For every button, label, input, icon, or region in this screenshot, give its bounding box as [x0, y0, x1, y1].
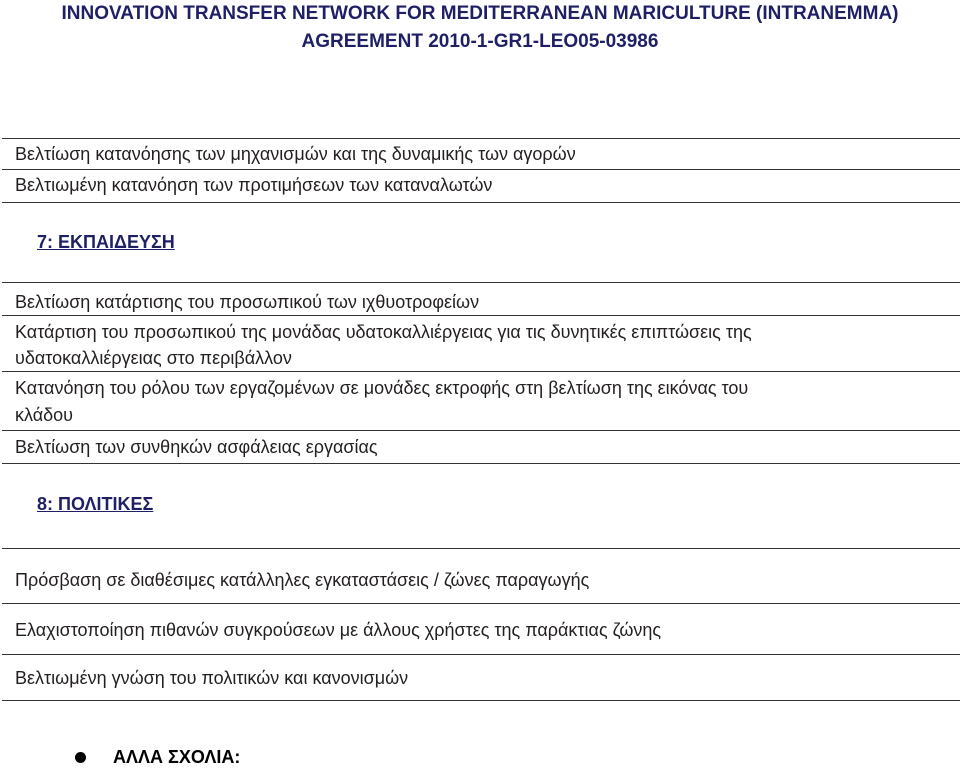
table-divider: [2, 169, 960, 170]
table-divider: [2, 654, 960, 655]
table-divider: [2, 603, 960, 604]
table-border-bottom: [2, 202, 960, 203]
header-agreement: AGREEMENT 2010-1-GR1-LEO05-03986: [301, 31, 659, 52]
table-divider: [2, 315, 960, 316]
list-item-continuation: κλάδου: [15, 405, 74, 425]
table-border-bottom: [2, 463, 960, 464]
list-item: Πρόσβαση σε διαθέσιμες κατάλληλες εγκαταστάσεις / ζώνες παραγωγής: [15, 570, 590, 590]
header-title: INNOVATION TRANSFER NETWORK FOR MEDITERRANEAN MARICULTURE (INTRANEMMA): [61, 3, 899, 24]
table-border-top: [2, 548, 960, 549]
list-item: Βελτίωση των συνθηκών ασφάλειας εργασίας: [15, 437, 378, 457]
table-border-bottom: [2, 700, 960, 701]
table-border-top: [2, 138, 960, 139]
list-item: Κατανόηση του ρόλου των εργαζομένων σε μονάδες εκτροφής στη βελτίωση της εικόνας του: [15, 378, 749, 398]
document-header: [0, 0, 960, 56]
other-comments-label: ΑΛΛΑ ΣΧΟΛΙΑ:: [113, 747, 241, 767]
list-item: Κατάρτιση του προσωπικού της μονάδας υδατοκαλλιέργειας για τις δυνητικές επιπτώσεις της: [15, 322, 752, 342]
list-item: Βελτίωση κατάρτισης του προσωπικού των ιχθυοτροφείων: [15, 292, 480, 312]
section-title-education: 7: ΕΚΠΑΙΔΕΥΣΗ: [37, 232, 175, 252]
table-divider: [2, 430, 960, 431]
table-divider: [2, 371, 960, 372]
list-item: Βελτιωμένη κατανόηση των προτιμήσεων των καταναλωτών: [15, 175, 493, 195]
bullet-icon: [75, 752, 86, 763]
section-title-policies: 8: ΠΟΛΙΤΙΚΕΣ: [37, 494, 154, 514]
list-item-continuation: υδατοκαλλιέργειας στο περιβάλλον: [15, 348, 292, 368]
list-item: Ελαχιστοποίηση πιθανών συγκρούσεων με άλλους χρήστες της παράκτιας ζώνης: [15, 620, 662, 640]
list-item: Βελτίωση κατανόησης των μηχανισμών και της δυναμικής των αγορών: [15, 144, 576, 164]
list-item: Βελτιωμένη γνώση του πολιτικών και κανονισμών: [15, 668, 409, 688]
table-border-top: [2, 282, 960, 283]
